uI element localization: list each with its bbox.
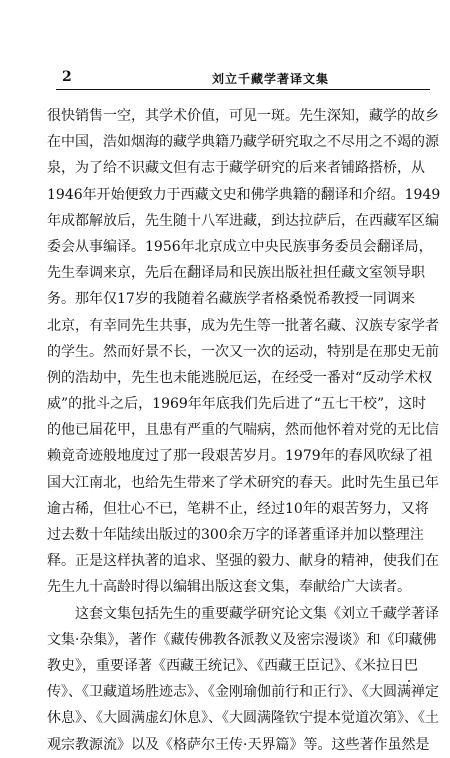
page-number: 2 (62, 69, 72, 85)
text-line: 务。那年仅17岁的我随着名藏族学者格桑悦希教授一同调来 (47, 291, 415, 308)
text-line: 过去数十年陆续出版过的300余万字的译著重译并加以整理注 (47, 527, 424, 543)
text-line: 泉，为了给不识藏文但有志于藏学研究的后来者铺路搭桥，从 (47, 160, 425, 177)
text-line: 先生奉调来京，先后在翻译局和民族出版社担任藏文室领导职 (47, 265, 425, 282)
text-line: 例的浩劫中，先生也未能逃脱厄运，在经受一番对“反动学术权 (47, 369, 433, 386)
text-line: 国大江南北，也给先生带来了学术研究的春天。此时先生虽已年 (47, 474, 439, 491)
text-line: 1946年开始便致力于西藏文史和佛学典籍的翻译和介绍。1949 (47, 186, 441, 203)
text-line: 的学生。然而好景不长，一次又一次的运动，特别是在那史无前 (47, 343, 439, 360)
text-line: 的他已届花甲，且患有严重的气喘病，然而他怀着对党的无比信 (47, 422, 439, 439)
text-line: 威”的批斗之后，1969年年底我们先后进了“五七干校”，这时 (47, 396, 427, 413)
text-line: 年成都解放后，先生随十八军进藏，到达拉萨后，在西藏军区编 (47, 212, 439, 229)
body-text (47, 103, 441, 758)
scan-speck (408, 680, 410, 682)
running-title: 刘立千藏学著译文集 (212, 72, 330, 86)
text-line: 北京，有幸同先生共事，成为先生等一批著名藏、汉族专家学者 (47, 317, 439, 334)
text-line: 释。正是这样执著的追求、坚强的毅力、献身的精神，使我们在 (47, 553, 439, 570)
paragraph-start-line: 这套文集包括先生的重要藏学研究论文集《刘立千藏学著译 (75, 605, 439, 622)
text-line: 文集·杂集》，著作《藏传佛教各派教义及密宗漫谈》和《印藏佛 (47, 631, 437, 648)
text-line: 委会从事编译。1956年北京成立中央民族事务委员会翻译局， (47, 238, 433, 255)
paragraph-end-line: 先生九十高龄时得以编辑出版这套文集，奉献给广大读者。 (47, 579, 411, 596)
text-line: 休息》、《大圆满虚幻休息》、《大圆满隆钦宁提本觉道次第》、《土 (47, 710, 439, 727)
text-line: 赖竟奇迹般地度过了那一段艰苦岁月。1979年的春风吹绿了祖 (47, 448, 433, 465)
text-line: 在中国，浩如烟海的藏学典籍乃藏学研究取之不尽用之不竭的源 (47, 134, 439, 151)
page-header (62, 69, 434, 87)
text-line: 传》、《卫藏道场胜迹志》、《金刚瑜伽前行和正行》、《大圆满禅定 (47, 684, 439, 701)
text-line: 很快销售一空，其学术价值，可见一斑。先生深知，藏学的故乡 (47, 108, 439, 124)
text-line: 逾古稀，但壮心不已，笔耕不止，经过10年的艰苦努力，又将 (47, 500, 429, 517)
text-line: 教史》，重要译著《西藏王统记》、《西藏王臣记》、《米拉日巴 (47, 657, 418, 674)
header-rule (56, 89, 430, 90)
text-line: 观宗教源流》以及《格萨尔王传·天界篇》等。这些著作虽然是 (47, 736, 430, 753)
